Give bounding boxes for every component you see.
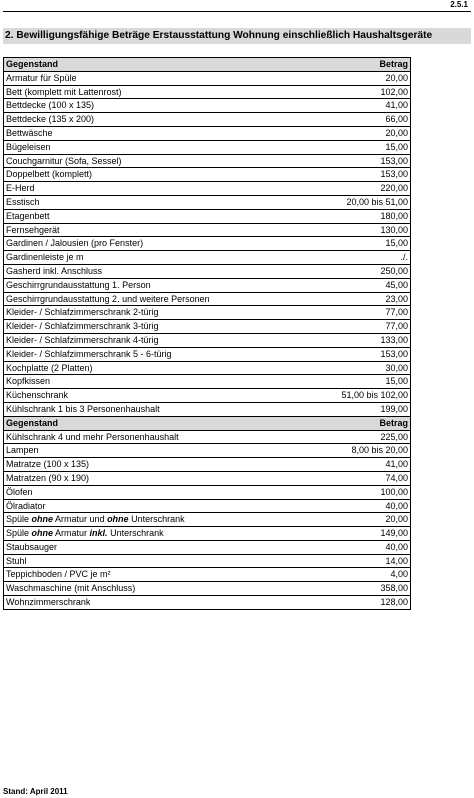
item-cell: Kühlschrank 1 bis 3 Personenhaushalt	[4, 402, 304, 416]
item-cell: Gasherd inkl. Anschluss	[4, 264, 304, 278]
amount-cell: 30,00	[304, 361, 411, 375]
amount-cell: 153,00	[304, 168, 411, 182]
item-cell: Kleider- / Schlafzimmerschrank 3-türig	[4, 320, 304, 334]
amount-cell: 77,00	[304, 320, 411, 334]
table-row	[4, 361, 411, 375]
item-cell: Geschirrgrundausstattung 1. Person	[4, 278, 304, 292]
table-row	[4, 154, 411, 168]
item-text-part: Spüle	[6, 528, 32, 539]
amount-cell: 14,00	[304, 554, 411, 568]
item-cell: E-Herd	[4, 182, 304, 196]
item-cell: Wohnzimmerschrank	[4, 596, 304, 610]
section-title-bar	[3, 28, 471, 44]
table-row	[4, 540, 411, 554]
table-row	[4, 264, 411, 278]
item-cell: Gardinenleiste je m	[4, 251, 304, 265]
item-cell: Bett (komplett mit Lattenrost)	[4, 85, 304, 99]
amount-cell: 15,00	[304, 237, 411, 251]
item-cell: Bettdecke (135 x 200)	[4, 113, 304, 127]
footer-date: Stand: April 2011	[3, 787, 68, 796]
table-row	[4, 430, 411, 444]
table-row	[4, 485, 411, 499]
amount-cell: 130,00	[304, 223, 411, 237]
table-row	[4, 85, 411, 99]
table-row	[4, 582, 411, 596]
amount-cell: 40,00	[304, 499, 411, 513]
item-cell: Kleider- / Schlafzimmerschrank 5 - 6-türig	[4, 347, 304, 361]
table-row	[4, 513, 411, 527]
table-row	[4, 126, 411, 140]
table-row	[4, 554, 411, 568]
amount-cell: 20,00	[304, 126, 411, 140]
amount-cell: 128,00	[304, 596, 411, 610]
header-item-cell: Gegenstand	[4, 58, 304, 72]
table-row	[4, 278, 411, 292]
table-row	[4, 237, 411, 251]
amount-cell: 77,00	[304, 306, 411, 320]
amount-cell: 45,00	[304, 278, 411, 292]
table-row	[4, 527, 411, 541]
amount-cell: 51,00 bis 102,00	[304, 389, 411, 403]
amount-cell: 153,00	[304, 154, 411, 168]
table-row	[4, 596, 411, 610]
amount-cell: ./.	[304, 251, 411, 265]
table-row	[4, 292, 411, 306]
amount-cell: 153,00	[304, 347, 411, 361]
amount-cell: 4,00	[304, 568, 411, 582]
item-cell	[4, 527, 304, 541]
amount-cell: 20,00 bis 51,00	[304, 195, 411, 209]
item-cell: Gardinen / Jalousien (pro Fenster)	[4, 237, 304, 251]
item-cell: Bettdecke (100 x 135)	[4, 99, 304, 113]
table-row	[4, 140, 411, 154]
item-cell: Matratzen (90 x 190)	[4, 471, 304, 485]
header-amount-cell: Betrag	[304, 58, 411, 72]
item-cell: Ölofen	[4, 485, 304, 499]
amount-cell: 133,00	[304, 333, 411, 347]
item-cell: Kopfkissen	[4, 375, 304, 389]
amount-cell: 41,00	[304, 99, 411, 113]
table-row	[4, 182, 411, 196]
item-cell: Kühlschrank 4 und mehr Personenhaushalt	[4, 430, 304, 444]
item-text-part: Armatur	[53, 528, 90, 539]
emphasis-text: ohne	[31, 514, 54, 525]
section-title: 2. Bewilligungsfähige Beträge Erstausstattung Wohnung einschließlich Haushaltsgeräte	[5, 30, 433, 41]
item-cell: Kochplatte (2 Platten)	[4, 361, 304, 375]
item-cell: Couchgarnitur (Sofa, Sessel)	[4, 154, 304, 168]
emphasis-text: ohne	[107, 514, 129, 525]
table-row	[4, 402, 411, 416]
amount-cell: 225,00	[304, 430, 411, 444]
item-cell: Doppelbett (komplett)	[4, 168, 304, 182]
items-table	[3, 57, 411, 610]
amount-cell: 15,00	[304, 375, 411, 389]
item-cell: Geschirrgrundausstattung 2. und weitere Personen	[4, 292, 304, 306]
amount-cell: 66,00	[304, 113, 411, 127]
item-cell	[4, 513, 304, 527]
amount-cell: 102,00	[304, 85, 411, 99]
item-cell: Teppichboden / PVC je m²	[4, 568, 304, 582]
item-cell: Kleider- / Schlafzimmerschrank 4-türig	[4, 333, 304, 347]
table-row	[4, 71, 411, 85]
emphasis-text: inkl.	[89, 528, 108, 539]
amount-cell: 15,00	[304, 140, 411, 154]
amount-cell: 180,00	[304, 209, 411, 223]
table-row	[4, 347, 411, 361]
table-row	[4, 320, 411, 334]
item-text-part: Spüle	[6, 514, 32, 525]
table-row	[4, 168, 411, 182]
amount-cell: 100,00	[304, 485, 411, 499]
item-text-part: Unterschrank	[107, 528, 164, 539]
item-cell: Fernsehgerät	[4, 223, 304, 237]
item-cell: Stuhl	[4, 554, 304, 568]
table-row	[4, 471, 411, 485]
table-row	[4, 389, 411, 403]
amount-cell: 199,00	[304, 402, 411, 416]
amount-cell: 220,00	[304, 182, 411, 196]
table-row	[4, 306, 411, 320]
page-number: 2.5.1	[450, 0, 468, 9]
top-rule	[3, 11, 471, 12]
table-row	[4, 499, 411, 513]
table-header-row	[4, 416, 411, 430]
item-cell: Bettwäsche	[4, 126, 304, 140]
amount-cell: 358,00	[304, 582, 411, 596]
header-item-cell: Gegenstand	[4, 416, 304, 430]
item-cell: Armatur für Spüle	[4, 71, 304, 85]
amount-cell: 20,00	[304, 513, 411, 527]
item-cell: Staubsauger	[4, 540, 304, 554]
item-cell: Bügeleisen	[4, 140, 304, 154]
table-row	[4, 195, 411, 209]
table-row	[4, 375, 411, 389]
table-row	[4, 113, 411, 127]
items-table-body	[4, 58, 411, 610]
emphasis-text: ohne	[31, 528, 54, 539]
item-cell: Matratze (100 x 135)	[4, 458, 304, 472]
item-cell: Kleider- / Schlafzimmerschrank 2-türig	[4, 306, 304, 320]
amount-cell: 20,00	[304, 71, 411, 85]
item-cell: Ölradiator	[4, 499, 304, 513]
item-text-part: Armatur und	[53, 514, 108, 525]
item-cell: Esstisch	[4, 195, 304, 209]
amount-cell: 149,00	[304, 527, 411, 541]
item-cell: Lampen	[4, 444, 304, 458]
amount-cell: 74,00	[304, 471, 411, 485]
item-cell: Etagenbett	[4, 209, 304, 223]
table-row	[4, 251, 411, 265]
amount-cell: 8,00 bis 20,00	[304, 444, 411, 458]
table-row	[4, 99, 411, 113]
table-row	[4, 568, 411, 582]
item-cell: Küchenschrank	[4, 389, 304, 403]
amount-cell: 23,00	[304, 292, 411, 306]
table-row	[4, 223, 411, 237]
amount-cell: 250,00	[304, 264, 411, 278]
table-row	[4, 209, 411, 223]
table-row	[4, 333, 411, 347]
table-row	[4, 458, 411, 472]
item-text-part: Unterschrank	[128, 514, 185, 525]
amount-cell: 40,00	[304, 540, 411, 554]
table-header-row	[4, 58, 411, 72]
header-amount-cell: Betrag	[304, 416, 411, 430]
table-row	[4, 444, 411, 458]
amount-cell: 41,00	[304, 458, 411, 472]
item-cell: Waschmaschine (mit Anschluss)	[4, 582, 304, 596]
